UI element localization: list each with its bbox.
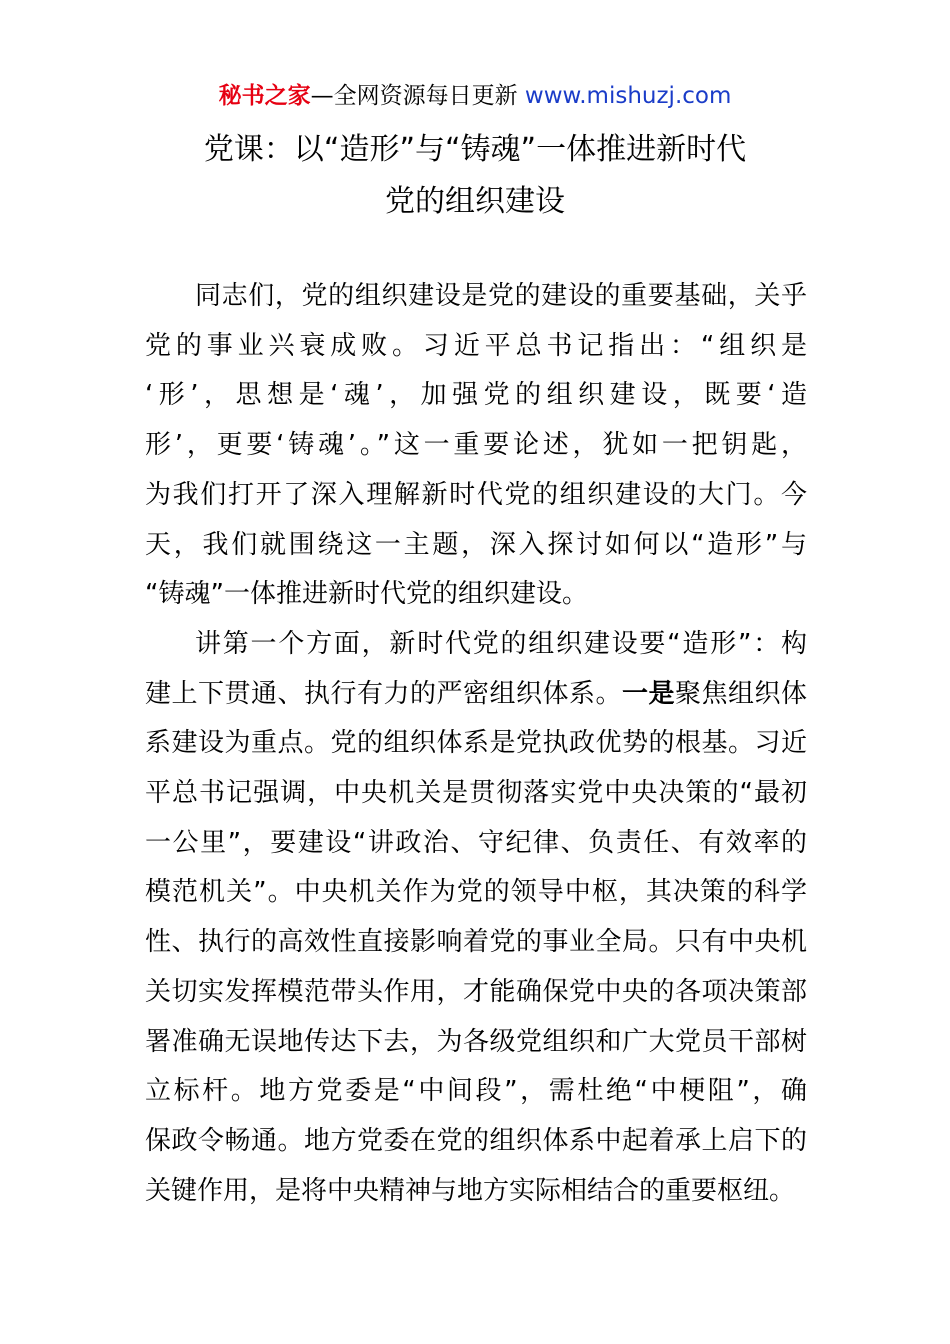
text-line: 模范机关”。中央机关作为党的领导中枢，其决策的科学 [145, 877, 807, 908]
text-line: “铸魂”一体推进新时代党的组织建设。 [145, 579, 588, 610]
text-line: 党的事业兴衰成败。习近平总书记指出：“组织是 [145, 330, 807, 361]
text-line: 一公里”，要建设“讲政治、守纪律、负责任、有效率的 [145, 827, 807, 858]
title-line-2: 党的组织建设 [385, 184, 565, 219]
site-header [0, 80, 950, 112]
document-title [0, 124, 950, 228]
text-line: 关键作用，是将中央精神与地方实际相结合的重要枢纽。 [145, 1175, 796, 1206]
site-tagline: —全网资源每日更新 [310, 83, 525, 109]
text-line: 同志们，党的组织建设是党的建设的重要基础，关乎 [195, 281, 807, 311]
emphasis-text: 一是 [621, 678, 675, 709]
text-run: 聚焦组织体 [674, 678, 807, 709]
text-line: 署准确无误地传达下去，为各级党组织和广大党员干部树 [145, 1026, 807, 1057]
site-url-link[interactable]: www.mishuzj.com [524, 83, 732, 109]
text-line: 系建设为重点。党的组织体系是党执政优势的根基。习近 [145, 728, 807, 759]
text-line: 性、执行的高效性直接影响着党的事业全局。只有中央机 [145, 927, 807, 958]
text-line [145, 670, 807, 720]
text-line: 讲第一个方面，新时代党的组织建设要“造形”：构 [195, 628, 807, 659]
text-line: ‘形’，思想是‘魂’，加强党的组织建设，既要‘造 [145, 380, 807, 411]
document-body [145, 272, 807, 1216]
paragraph-2 [145, 620, 807, 1216]
text-line: 为我们打开了深入理解新时代党的组织建设的大门。今 [145, 479, 807, 510]
text-line: 形’，更要‘铸魂’。”这一重要论述，犹如一把钥匙， [145, 430, 807, 461]
text-line: 保政令畅通。地方党委在党的组织体系中起着承上启下的 [145, 1125, 807, 1156]
text-line: 立标杆。地方党委是“中间段”，需杜绝“中梗阻”，确 [145, 1076, 807, 1107]
text-line: 关切实发挥模范带头作用，才能确保党中央的各项决策部 [145, 976, 807, 1007]
text-line: 天，我们就围绕这一主题，深入探讨如何以“造形”与 [145, 529, 807, 560]
title-line-1: 党课：以“造形”与“铸魂”一体推进新时代 [203, 132, 747, 167]
text-run: 建上下贯通、执行有力的严密组织体系。 [145, 678, 622, 709]
text-line: 平总书记强调，中央机关是贯彻落实党中央决策的“最初 [145, 778, 807, 809]
paragraph-1 [145, 272, 807, 620]
site-brand: 秘书之家 [218, 83, 311, 109]
